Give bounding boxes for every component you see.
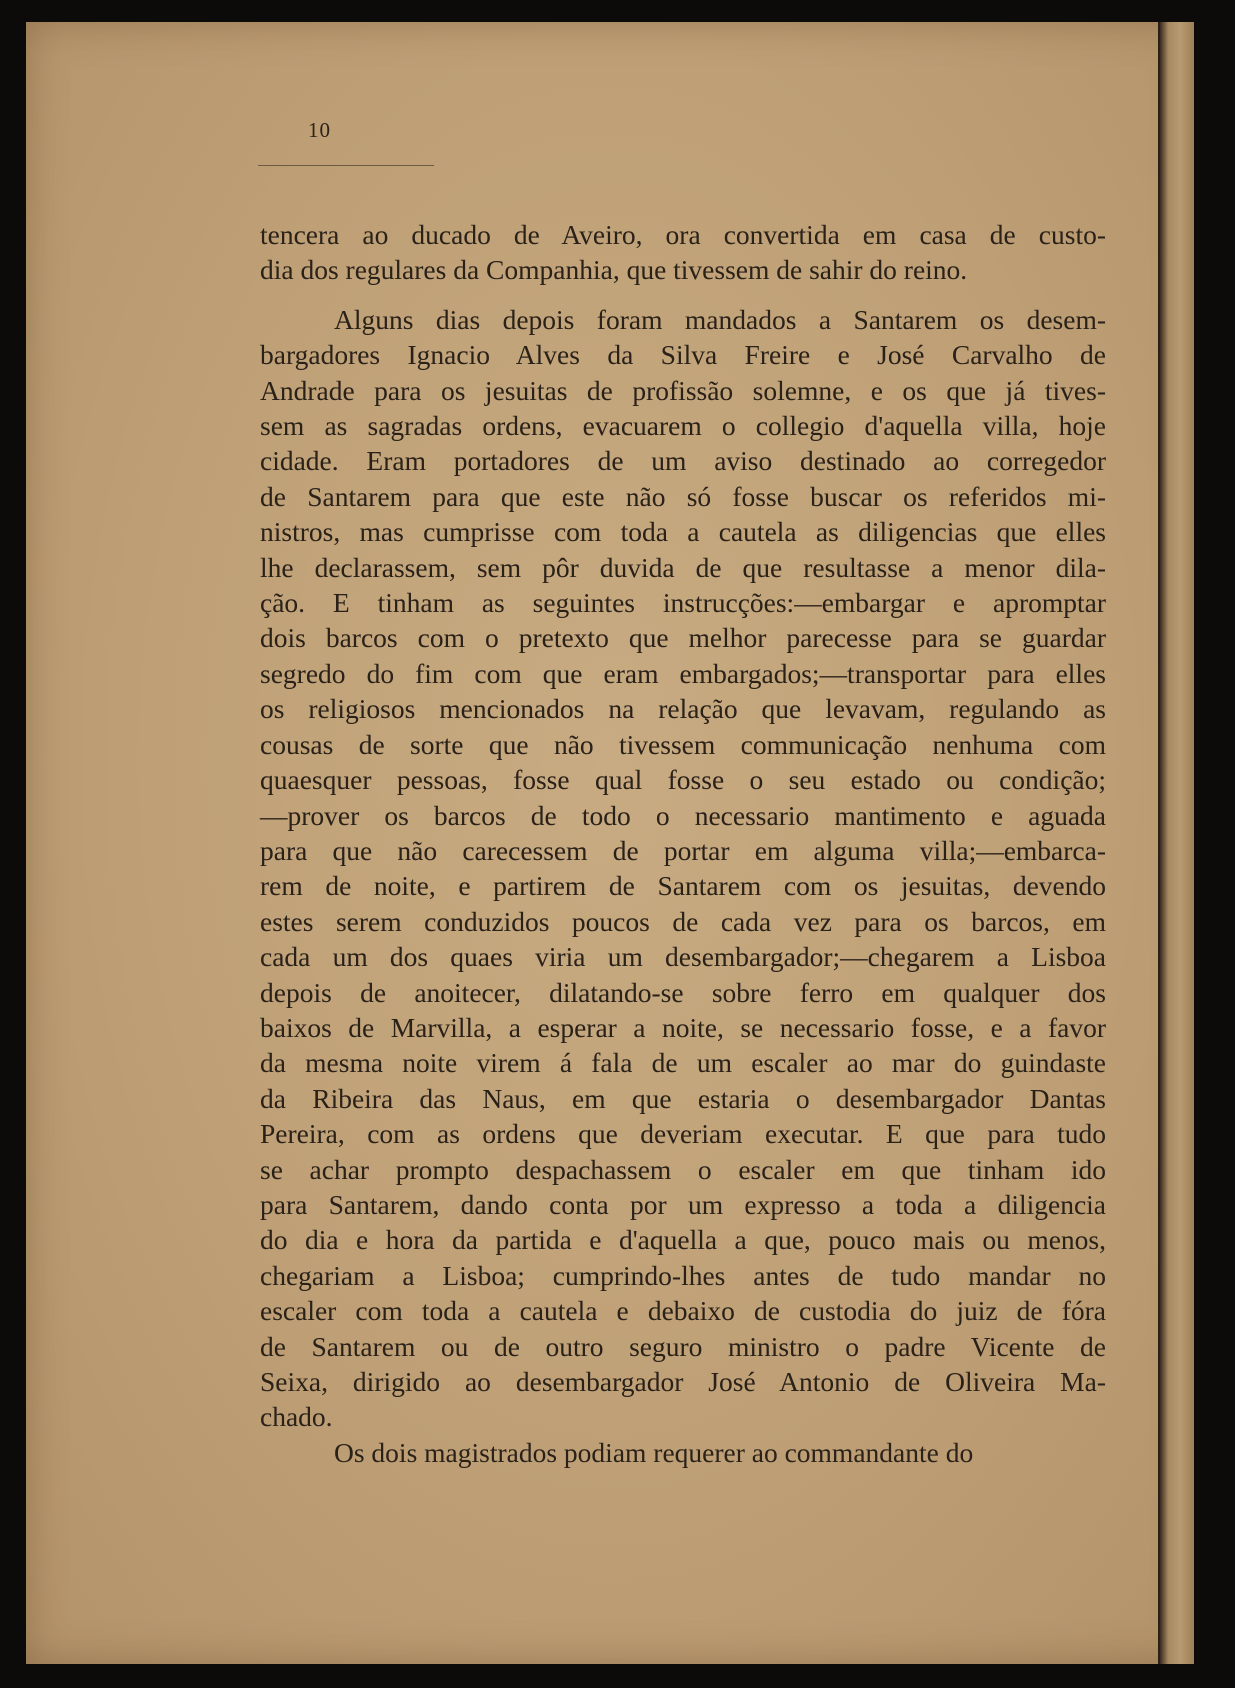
- text-line: quaesquer pessoas, fosse qual fosse o seu estado ou condição;: [260, 764, 1106, 796]
- text-line: chegariam a Lisboa; cumprindo-lhes antes de tudo mandar no: [260, 1259, 1106, 1291]
- text-line: —prover os barcos de todo o necessario mantimento e aguada: [260, 799, 1106, 831]
- text-line: nistros, mas cumprisse com toda a cautela as diligencias que elles: [260, 516, 1106, 548]
- text-line: rem de noite, e partirem de Santarem com os jesuitas, devendo: [260, 870, 1106, 902]
- text-line: de Santarem para que este não só fosse buscar os referidos mi-: [260, 480, 1106, 512]
- page-number: 10: [308, 118, 331, 142]
- text-line: ção. E tinham as seguintes instrucções:—embargar e apromptar: [260, 587, 1106, 619]
- text-line: estes serem conduzidos poucos de cada vez para os barcos, em: [260, 905, 1106, 937]
- text-line: para Santarem, dando conta por um expresso a toda a diligencia: [260, 1188, 1106, 1220]
- page-edge: [1158, 22, 1194, 1664]
- header-rule: [258, 165, 434, 166]
- book-page: [26, 22, 1194, 1664]
- paragraph: [260, 1435, 1106, 1470]
- text-line: dois barcos com o pretexto que melhor parecesse para se guardar: [260, 622, 1106, 654]
- text-line: lhe declarassem, sem pôr duvida de que resultasse a menor dila-: [260, 551, 1106, 583]
- text-line: Alguns dias depois foram mandados a Santarem os desem-: [334, 303, 1106, 335]
- paragraph-gap: [260, 288, 1106, 302]
- text-line: cidade. Eram portadores de um aviso destinado ao corregedor: [260, 445, 1106, 477]
- text-line: da Ribeira das Naus, em que estaria o desembargador Dantas: [260, 1082, 1106, 1114]
- text-line: Os dois magistrados podiam requerer ao commandante do: [334, 1436, 974, 1468]
- text-line: chado.: [260, 1401, 333, 1433]
- text-line: baixos de Marvilla, a esperar a noite, se necessario fosse, e a favor: [260, 1011, 1106, 1043]
- text-line: do dia e hora da partida e d'aquella a que, pouco mais ou menos,: [260, 1224, 1106, 1256]
- text-line: sem as sagradas ordens, evacuarem o collegio d'aquella villa, hoje: [260, 410, 1106, 442]
- text-line: tencera ao ducado de Aveiro, ora convertida em casa de custo-: [260, 219, 1106, 250]
- text-line: de Santarem ou de outro seguro ministro o padre Vicente de: [260, 1330, 1106, 1362]
- text-line: cada um dos quaes viria um desembargador;—chegarem a Lisboa: [260, 941, 1106, 973]
- text-line: para que não carecessem de portar em alguma villa;—embarca-: [260, 834, 1106, 866]
- text-line: bargadores Ignacio Alves da Silva Freire e José Carvalho de: [260, 339, 1106, 371]
- text-line: segredo do fim com que eram embargados;—transportar para elles: [260, 657, 1106, 689]
- body-text: [260, 217, 1106, 1470]
- text-line: dia dos regulares da Companhia, que tivessem de sahir do reino.: [260, 254, 968, 286]
- text-line: se achar prompto despachassem o escaler em que tinham ido: [260, 1153, 1106, 1185]
- text-line: cousas de sorte que não tivessem communicação nenhuma com: [260, 728, 1106, 760]
- text-line: Andrade para os jesuitas de profissão solemne, e os que já tives-: [260, 374, 1106, 406]
- text-line: os religiosos mencionados na relação que levavam, regulando as: [260, 693, 1106, 725]
- text-line: depois de anoitecer, dilatando-se sobre ferro em qualquer dos: [260, 976, 1106, 1008]
- paragraph: [260, 217, 1106, 288]
- text-line: da mesma noite virem á fala de um escaler ao mar do guindaste: [260, 1047, 1106, 1079]
- text-line: Seixa, dirigido ao desembargador José Antonio de Oliveira Ma-: [260, 1366, 1106, 1397]
- text-line: Pereira, com as ordens que deveriam executar. E que para tudo: [260, 1118, 1106, 1150]
- paragraph: [260, 302, 1106, 1435]
- text-line: escaler com toda a cautela e debaixo de custodia do juiz de fóra: [260, 1295, 1106, 1327]
